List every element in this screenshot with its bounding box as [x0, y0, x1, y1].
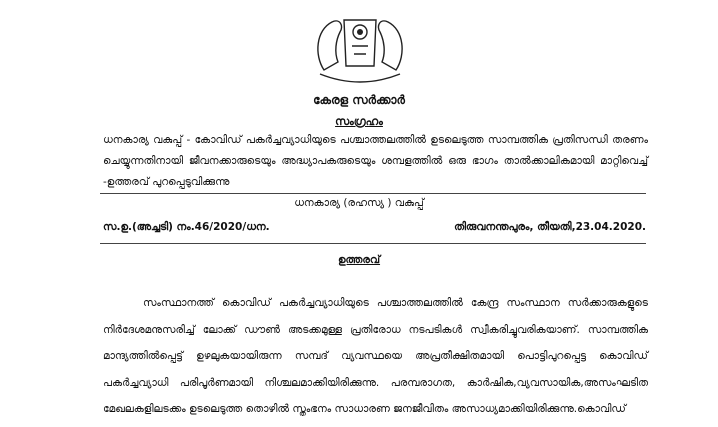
- divider-bottom: [100, 243, 646, 244]
- abstract-heading: സംഗ്രഹം: [335, 115, 383, 128]
- order-number: സ.ഉ.(അച്ചടി) നം.46/2020/ധന.: [103, 221, 270, 233]
- kerala-emblem: [304, 0, 416, 90]
- place-date: തിരുവനന്തപുരം, തീയതി,23.04.2020.: [454, 221, 646, 233]
- order-heading: ഉത്തരവ്: [337, 254, 381, 266]
- divider-top: [100, 193, 646, 194]
- government-title: കേരള സർക്കാർ: [313, 93, 405, 107]
- order-body: സംസ്ഥാനത്ത് കൊവിഡ് പകർച്ചവ്യാധിയുടെ പശ്ചാത്തലത്തിൽ കേന്ദ്ര സംസ്ഥാന സർക്കാരുകളുടെ നിർദേശമനുസരിച്ച് ലോക്ക് ഡൗൺ അടക്കമുള്ള പ്രതിരോധ നടപടികൾ സ്വീകരിച്ചുവരികയാണ്. സാമ്പത്തിക മാന്ദ്യത്തിൽപ്പെട്ട് ഉഴലുകയായിരുന്ന സമ്പദ് വ്യവസ്ഥയെ അപ്രതീക്ഷിതമായി പൊട്ടിപുറപ്പെട്ട കൊവിഡ് പകർച്ചവ്യാധി പരിപൂർണമായി നിശ്ചലമാക്കിയിരിക്കുന്നു. പരമ്പരാഗത, കാർഷിക,വ്യവസായിക,അസംഘടിത മേഖലകളിലടക്കം ഉടലെടുത്ത തൊഴിൽ സ്തംഭനം സാധാരണ ജനജീവിതം അസാധ്യമാക്കിയിരിക്കുന്നു.കൊവിഡ്: [103, 297, 648, 415]
- subject-text: ധനകാര്യ വകുപ്പ് - കോവിഡ് പകർച്ചവ്യാധിയുടെ പശ്ചാത്തലത്തിൽ ഉടലെടുത്ത സാമ്പത്തിക പ്രതിസന്ധി തരണം ചെയ്യുന്നതിനായി ജീവനക്കാരുടെയും അദ്ധ്യാപകരുടെയും ശമ്പളത്തിൽ ഒരു ഭാഗം താൽക്കാലികമായി മാറ്റിവെച്ച് -ഉത്തരവ് പുറപ്പെടുവിക്കുന്നു: [103, 134, 648, 188]
- department-name: ധനകാര്യ (രഹസ്യ ) വകുപ്പ്: [294, 197, 424, 209]
